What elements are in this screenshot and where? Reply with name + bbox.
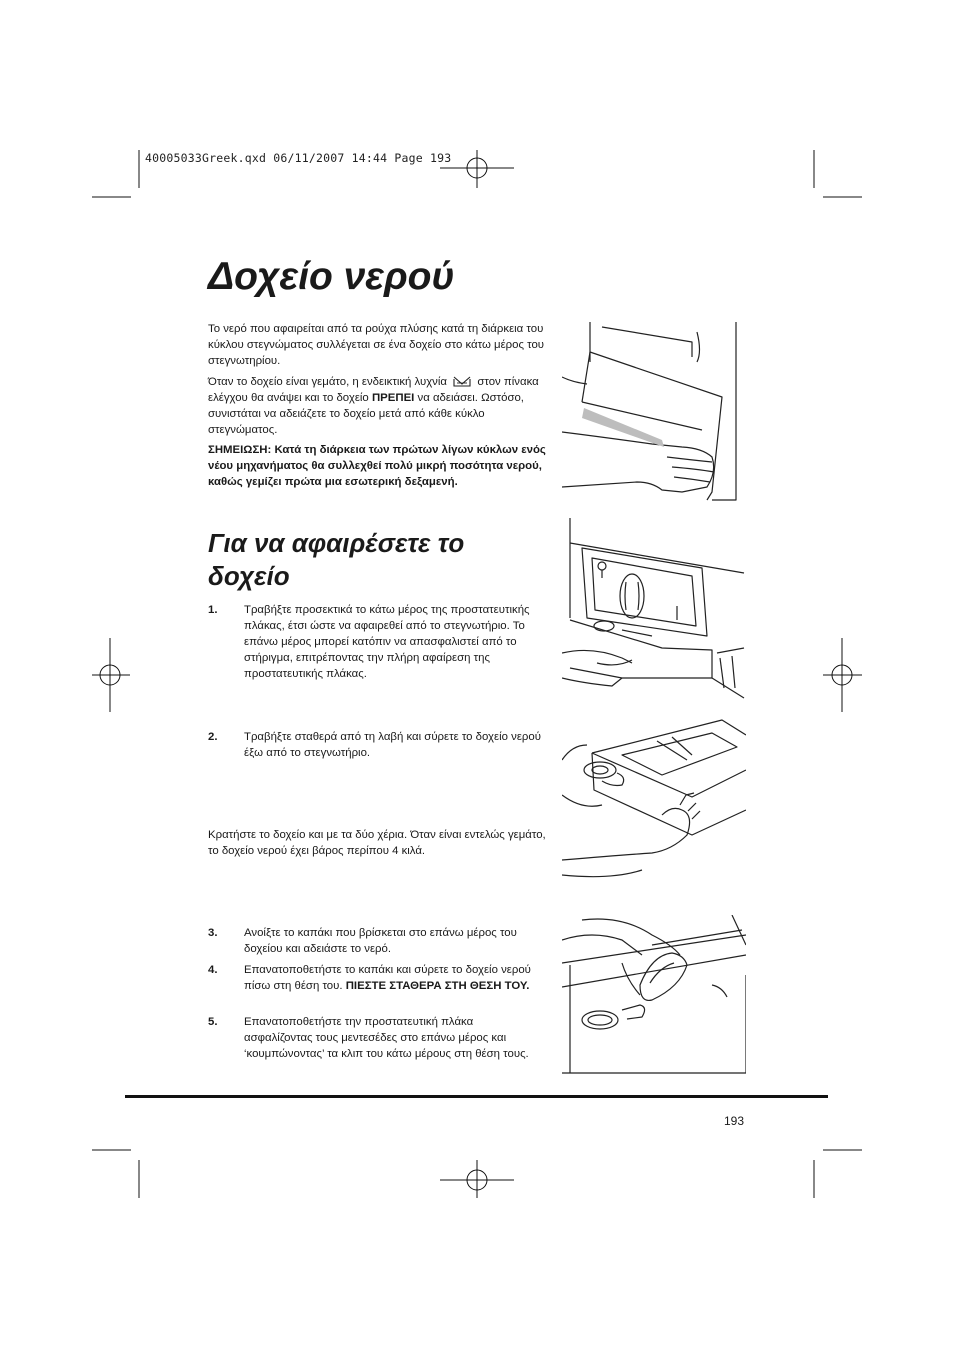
step-number: 4. (208, 964, 218, 976)
must-emphasis: ΠΡΕΠΕΙ (371, 392, 415, 404)
step-5 (208, 1014, 548, 1080)
page-title: Δοχείο νερού (208, 255, 455, 298)
step-number: 1. (208, 604, 218, 616)
indicator-text-start: Όταν το δοχείο είναι γεμάτο, η ενδεικτική λυχνία (208, 376, 447, 388)
pull-handle-illustration (562, 518, 746, 703)
carry-container-illustration (562, 715, 746, 880)
open-lid-illustration (562, 915, 746, 1075)
step-text: Τραβήξτε προσεκτικά το κάτω μέρος της προστατευτικής πλάκας, έτσι ώστε να αφαιρεθεί από το στεγνωτήριο. Το επάνω μέρος μπορεί κατόπιν να απασφαλιστεί από το στήριγμα, επιτρέποντας την πλήρη αφαίρεση της προστατευτικής πλάκας. (244, 604, 530, 680)
page-number: 193 (724, 1114, 745, 1128)
step-1 (208, 602, 548, 682)
indicator-paragraph (208, 374, 553, 438)
step-number: 3. (208, 927, 218, 939)
step-2 (208, 729, 548, 763)
step-3 (208, 925, 548, 959)
note-paragraph: ΣΗΜΕΙΩΣΗ: Κατά τη διάρκεια των πρώτων λίγων κύκλων ενός νέου μηχανήματος θα συλλεχθεί πολύ μικρή ποσότητα νερού, καθώς γεμίζει πρώτα μια εσωτερική δεξαμενή. (208, 444, 546, 488)
section-title: Για να αφαιρέσετε το δοχείο (208, 528, 465, 591)
hold-note: Κρατήστε το δοχείο και με τα δύο χέρια. Όταν είναι εντελώς γεμάτο, το δοχείο νερού έχει βάρος περίπου 4 κιλά. (208, 829, 546, 857)
intro-paragraph: Το νερό που αφαιρείται από τα ρούχα πλύσης κατά τη διάρκεια του κύκλου στεγνώματος συλλέγεται σε ένα δοχείο στο κάτω μέρος του στεγνωτηρίου. (208, 323, 545, 367)
footer-rule (125, 1095, 828, 1098)
water-container-lamp-icon (452, 375, 472, 387)
step-text: Τραβήξτε σταθερά από τη λαβή και σύρετε το δοχείο νερού έξω από το στεγνωτήριο. (244, 731, 541, 759)
file-slug: 40005033Greek.qxd 06/11/2007 14:44 Page 193 (145, 151, 452, 165)
step-number: 2. (208, 731, 218, 743)
step-text: Επανατοποθετήστε την προστατευτική πλάκα ασφαλίζοντας τους μεντεσέδες στο επάνω μέρος και ‘κουμπώνοντας’ τα κλιπ του κάτω μέρους στη θέση τους. (244, 1016, 529, 1060)
step-number: 5. (208, 1016, 218, 1028)
step-4-emphasis: ΠΙΕΣΤΕ ΣΤΑΘΕΡΑ ΣΤΗ ΘΕΣΗ ΤΟΥ. (345, 980, 530, 992)
indicator-text-mid: στον πίνακα ελέγχου θα ανάψει και το δοχείο (208, 376, 539, 404)
step-4-text: Επανατοποθετήστε το καπάκι και σύρετε το δοχείο νερού πίσω στη θέση του. (244, 964, 531, 992)
cover-plate-illustration (562, 322, 746, 507)
indicator-text-end: να αδειάσει. Ωστόσο, συνιστάται να αδειάζετε το δοχείο μετά από κάθε κύκλο στεγνώματος. (208, 392, 524, 436)
step-text (244, 962, 544, 994)
step-4 (208, 962, 548, 1012)
step-text: Ανοίξτε το καπάκι που βρίσκεται στο επάνω μέρος του δοχείου και αδειάστε το νερό. (244, 927, 517, 955)
